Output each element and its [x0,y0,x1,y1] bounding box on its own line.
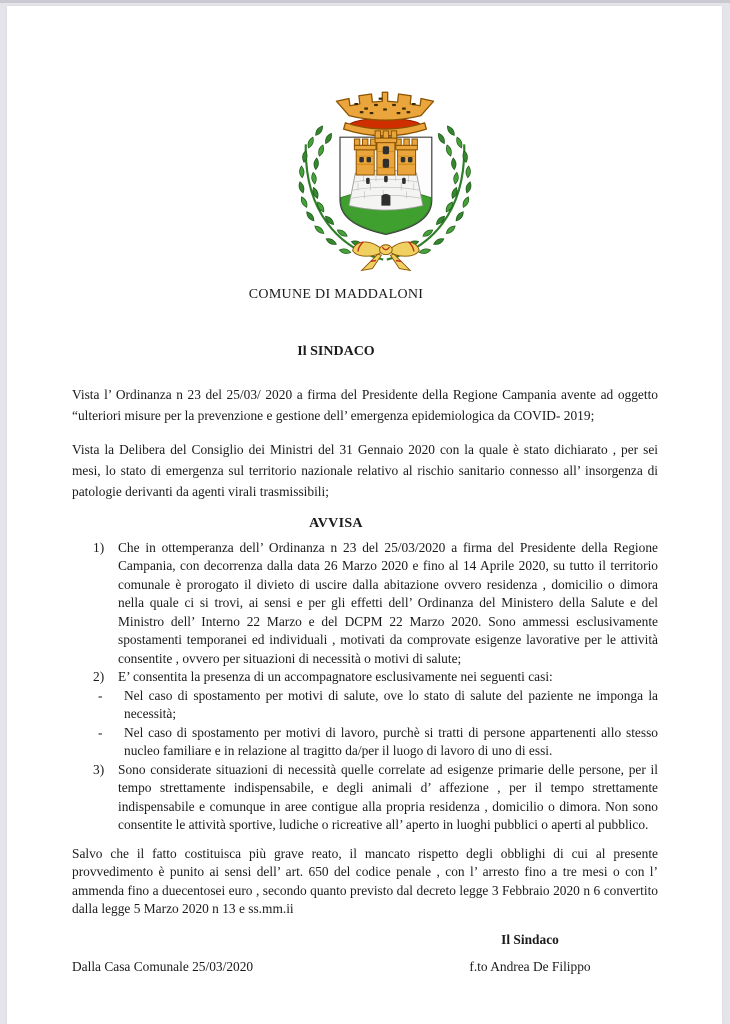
signature-row [72,959,658,975]
sub-list-item [98,687,658,724]
signature-title: Il Sindaco [501,932,559,948]
item-number: 1) [93,539,105,555]
place-date: Dalla Casa Comunale 25/03/2020 [72,959,254,975]
mural-crown-icon [336,92,433,136]
list-item [72,539,658,669]
premise-paragraph: Vista l’ Ordinanza n 23 del 25/03/ 2020 a firma del Presidente della Regione Campania avente ad oggetto “ulteriori misure per la prevenzione e gestione dell’ emergenza epidemiologica da COVID- 2019; [72,387,658,423]
document-content [7,85,722,975]
item-text: E’ consentita la presenza di un accompagnatore esclusivamente nei seguenti casi: [118,669,553,685]
dash-marker: - [98,687,103,703]
role-heading: Il SINDACO [297,344,375,359]
list-item [72,761,658,835]
signature-name: f.to Andrea De Filippo [469,959,591,975]
dash-marker: - [98,724,103,740]
premise-paragraph: Vista la Delibera del Consiglio dei Ministri del 31 Gennaio 2020 con la quale è stato dichiarato , per sei mesi, lo stato di emergenza sul territorio nazionale relativo al rischio sanitario connesso all’ insorgenza di patologie derivanti da agenti virali trasmissibili; [72,442,658,500]
avvisa-heading: AVVISA [309,515,363,531]
municipality-title: COMUNE DI MADDALONI [248,287,424,302]
list-item [72,668,658,687]
viewer-frame-top [0,0,730,3]
item-number: 3) [93,761,105,777]
ribbon-icon [353,242,420,271]
sanctions-paragraph: Salvo che il fatto costituisca più grave reato, il mancato rispetto degli obblighi di cui al presente provvedimento è punito ai sensi dell’ art. 650 del codice penale , con l’ arresto fino a tre mesi o con l’ ammenda fino a duecentosei euro , secondo quanto previsto dal decreto legge 3 Febbraio 2020 n 6 convertito dalla legge 5 Marzo 2020 n 13 e ss.mm.ii [72,845,658,917]
item-number: 2) [93,669,105,685]
item-text: Che in ottemperanza dell’ Ordinanza n 23 del 25/03/2020 a firma del Presidente della Regione Campania, con decorrenza dalla data 26 Marzo 2020 e fino al 14 Aprile 2020, su tutto il territorio comunale è prorogato il divieto di uscire dalla abitazione ovvero residenza , domicilio o dimora nella quale ci si trovi, ai sensi e per gli effetti dell’ Ordinanza del Ministero della Salute e del Ministro dell’ Interno 22 Marzo e del DCPM 22 Marzo 2020. Sono ammessi esclusivamente spostamenti temporanei ed individuali , motivati da comprovate esigenze lavorative per le attività consentite , ovvero per situazioni di necessità o motivi di salute; [118,539,658,666]
document-page [7,6,722,1024]
sub-item-text: Nel caso di spostamento per motivi di salute, ove lo stato di salute del paziente ne imponga la necessità; [124,687,658,722]
sub-list-item [98,724,658,761]
item-text: Sono considerate situazioni di necessità quelle correlate ad esigenze primarie delle persone, per il tempo strettamente indispensabile, e degli animali d’ affezione , per il tempo strettamente indispensabile e comunque in aree contigue alla propria residenza , domicilio o dimora. Non sono consentite le attività sportive, ludiche o ricreative all’ aperto in luoghi pubblici o aperti al pubblico. [118,761,658,833]
coat-of-arms [277,85,493,274]
ordinance-list [72,539,658,835]
sub-item-text: Nel caso di spostamento per motivi di lavoro, purchè si tratti di persone appartenenti allo stesso nucleo familiare e in relazione al tragitto da/per il luogo di lavoro di uno di essi. [124,724,658,759]
shield-icon [340,131,432,235]
maddaloni-coat-of-arms-icon [277,85,493,274]
